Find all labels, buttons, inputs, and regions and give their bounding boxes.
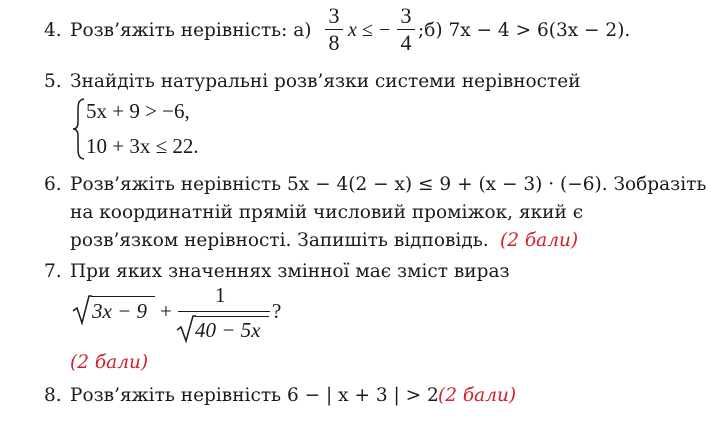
problem-4-fraction-2 <box>397 4 415 55</box>
problem-4-middle: x ≤ − <box>348 19 392 41</box>
problem-4-part-b: ;б) 7x − 4 > 6(3x − 2). <box>418 20 631 41</box>
problem-5-number: 5. <box>44 71 62 92</box>
problem-4-text: Розв’яжіть нерівність: а) <box>70 20 312 41</box>
problem-4-number: 4. <box>44 20 62 41</box>
problem-4-fraction-1 <box>325 4 343 55</box>
problem-6-line-1: Розв’яжіть нерівність 5x − 4(2 − x) ≤ 9 + (x − 3) · (−6). Зобразіть <box>70 174 707 195</box>
problem-7-text: При яких значеннях змінної має зміст вираз <box>70 261 510 282</box>
problem-7-number: 7. <box>44 261 62 282</box>
system-brace <box>72 98 86 160</box>
sqrt-1-bar <box>91 296 155 297</box>
problem-7-points: (2 бали) <box>70 352 149 373</box>
fraction-1-denominator: 8 <box>328 30 340 56</box>
problem-6-points: (2 бали) <box>500 230 579 251</box>
sqrt-sign-2 <box>176 315 196 343</box>
problem-5-text: Знайдіть натуральні розв’язки системи нерівностей <box>70 71 581 92</box>
fraction-2-numerator: 3 <box>400 3 412 28</box>
system-inequality-1: 5x + 9 > −6, <box>86 99 190 123</box>
fraction-bar <box>178 311 270 312</box>
problem-8-points: (2 бали) <box>438 385 517 406</box>
problem-8-number: 8. <box>44 385 62 406</box>
fraction-2-denominator: 4 <box>400 30 412 56</box>
plus-sign: + <box>160 299 172 323</box>
system-inequality-2: 10 + 3x ≤ 22. <box>86 134 199 158</box>
sqrt-2-radicand: 40 − 5x <box>195 318 261 342</box>
question-mark: ? <box>272 299 282 323</box>
problem-8-text: Розв’яжіть нерівність 6 − | x + 3 | > 2 <box>70 385 439 406</box>
fraction-1-numerator: 3 <box>328 3 340 28</box>
problem-6-line-3: розв’язком нерівності. Запишіть відповідь. <box>70 230 489 251</box>
fraction-numerator: 1 <box>215 283 226 307</box>
sqrt-sign-1 <box>72 295 92 325</box>
problem-6-number: 6. <box>44 174 62 195</box>
problem-6-line-2: на координатній прямій числовий проміжок, який є <box>70 202 584 223</box>
sqrt-1-radicand: 3x − 9 <box>92 299 147 323</box>
